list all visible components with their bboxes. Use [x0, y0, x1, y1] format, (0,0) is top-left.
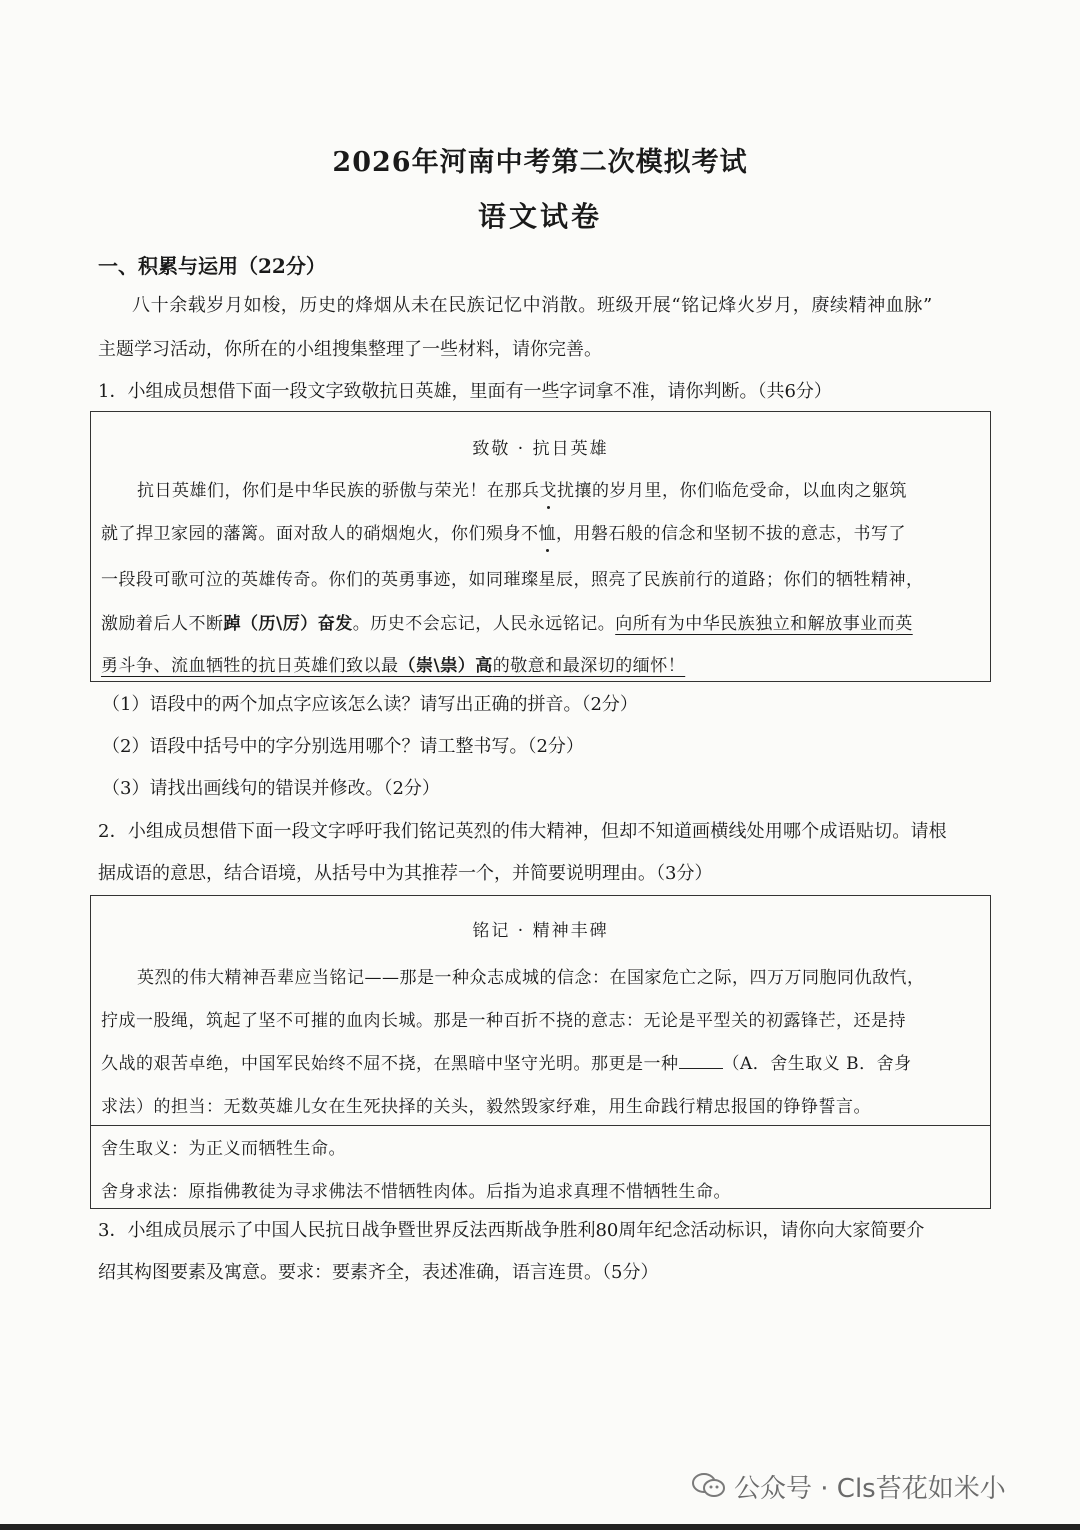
question-3-line-1: 3．小组成员展示了中国人民抗日战争暨世界反法西斯战争胜利80周年纪念活动标识，请你向大家简要介: [98, 1220, 925, 1241]
passage-2-line-3: 久战的艰苦卓绝，中国军民始终不屈不挠，在黑暗中坚守光明。那更是一种 （A．舍生取义 B．舍身: [101, 1054, 912, 1074]
section-heading: 一、积累与运用（22分）: [98, 254, 326, 278]
exam-title: 2026年河南中考第二次模拟考试: [332, 147, 748, 178]
dotted-char-1: 戈: [539, 481, 557, 501]
definition-1: 舍生取义：为正义而牺牲生命。: [101, 1139, 346, 1159]
intro-line-1: 八十余载岁月如梭，历史的烽烟从未在民族记忆中消散。班级开展“铭记烽火岁月，赓续精神血脉”: [132, 295, 933, 316]
exam-subtitle: 语文试卷: [477, 200, 602, 233]
passage-box-2: [90, 895, 991, 1209]
passage-1-line-2: 就了捍卫家园的藩篱。面对敌人的硝烟炮火，你们殒身不恤，用磐石般的信念和坚韧不拔的意志，书写了: [101, 524, 906, 544]
passage-1-line-5: 勇斗争、流血牺牲的抗日英雄们致以最（崇\祟）高的敬意和最深切的缅怀！: [101, 656, 686, 676]
q1-sub-1: （1）语段中的两个加点字应该怎么读？请写出正确的拼音。（2分）: [102, 694, 638, 715]
box-divider: [91, 1125, 990, 1126]
dotted-char-2: 恤: [538, 524, 556, 544]
passage-2-line-1: 英烈的伟大精神吾辈应当铭记——那是一种众志成城的信念：在国家危亡之际，四万万同胞同仇敌忾，: [137, 968, 925, 988]
q1-sub-2: （2）语段中括号中的字分别选用哪个？请工整书写。（2分）: [102, 736, 584, 757]
passage-2-line-4: 求法）的担当：无数英雄儿女在生死抉择的关头，毅然毁家纾难，用生命践行精忠报国的铮铮誓言。: [101, 1097, 871, 1117]
wechat-icon: [692, 1472, 726, 1498]
passage-1-title: 致敬 · 抗日英雄: [472, 439, 609, 459]
watermark-text: 公众号 · Cls苔花如米小: [734, 1474, 1006, 1504]
definition-2: 舍身求法：原指佛教徒为寻求佛法不惜牺牲肉体。后指为追求真理不惜牺牲生命。: [101, 1182, 731, 1202]
bottom-edge: [0, 1524, 1080, 1530]
bracket-choice-1: 踔（历\厉）奋发: [223, 614, 353, 634]
question-2-line-2: 据成语的意思，结合语境，从括号中为其推荐一个，并简要说明理由。（3分）: [98, 863, 713, 884]
question-1: 1．小组成员想借下面一段文字致敬抗日英雄，里面有一些字词拿不准，请你判断。（共6分）: [98, 381, 832, 402]
passage-1-line-1: 抗日英雄们，你们是中华民族的骄傲与荣光！在那兵戈扰攘的岁月里，你们临危受命，以血肉之躯筑: [137, 481, 907, 501]
passage-box-1: [90, 411, 991, 682]
bracket-choice-2: （崇\祟）高: [398, 656, 493, 676]
question-3-line-2: 绍其构图要素及寓意。要求：要素齐全，表述准确，语言连贯。（5分）: [98, 1262, 659, 1283]
passage-1-line-3: 一段段可歌可泣的英雄传奇。你们的英勇事迹，如同璀璨星辰，照亮了民族前行的道路；你们的牺牲精神，: [101, 570, 924, 590]
passage-2-line-2: 拧成一股绳，筑起了坚不可摧的血肉长城。那是一种百折不挠的意志：无论是平型关的初露锋芒，还是持: [101, 1011, 906, 1031]
underlined-sentence-start: 向所有为中华民族独立和解放事业而英: [615, 614, 913, 634]
question-2-line-1: 2．小组成员想借下面一段文字呼吁我们铭记英烈的伟大精神，但却不知道画横线处用哪个成语贴切。请根: [98, 821, 947, 842]
passage-1-line-4: 激励着后人不断踔（历\厉）奋发。历史不会忘记，人民永远铭记。向所有为中华民族独立和解放事业而英: [101, 614, 913, 634]
passage-2-title: 铭记 · 精神丰碑: [472, 921, 609, 941]
answer-blank: [679, 1054, 723, 1069]
intro-line-2: 主题学习活动，你所在的小组搜集整理了一些材料，请你完善。: [98, 339, 602, 360]
q1-sub-3: （3）请找出画线句的错误并修改。（2分）: [102, 778, 440, 799]
